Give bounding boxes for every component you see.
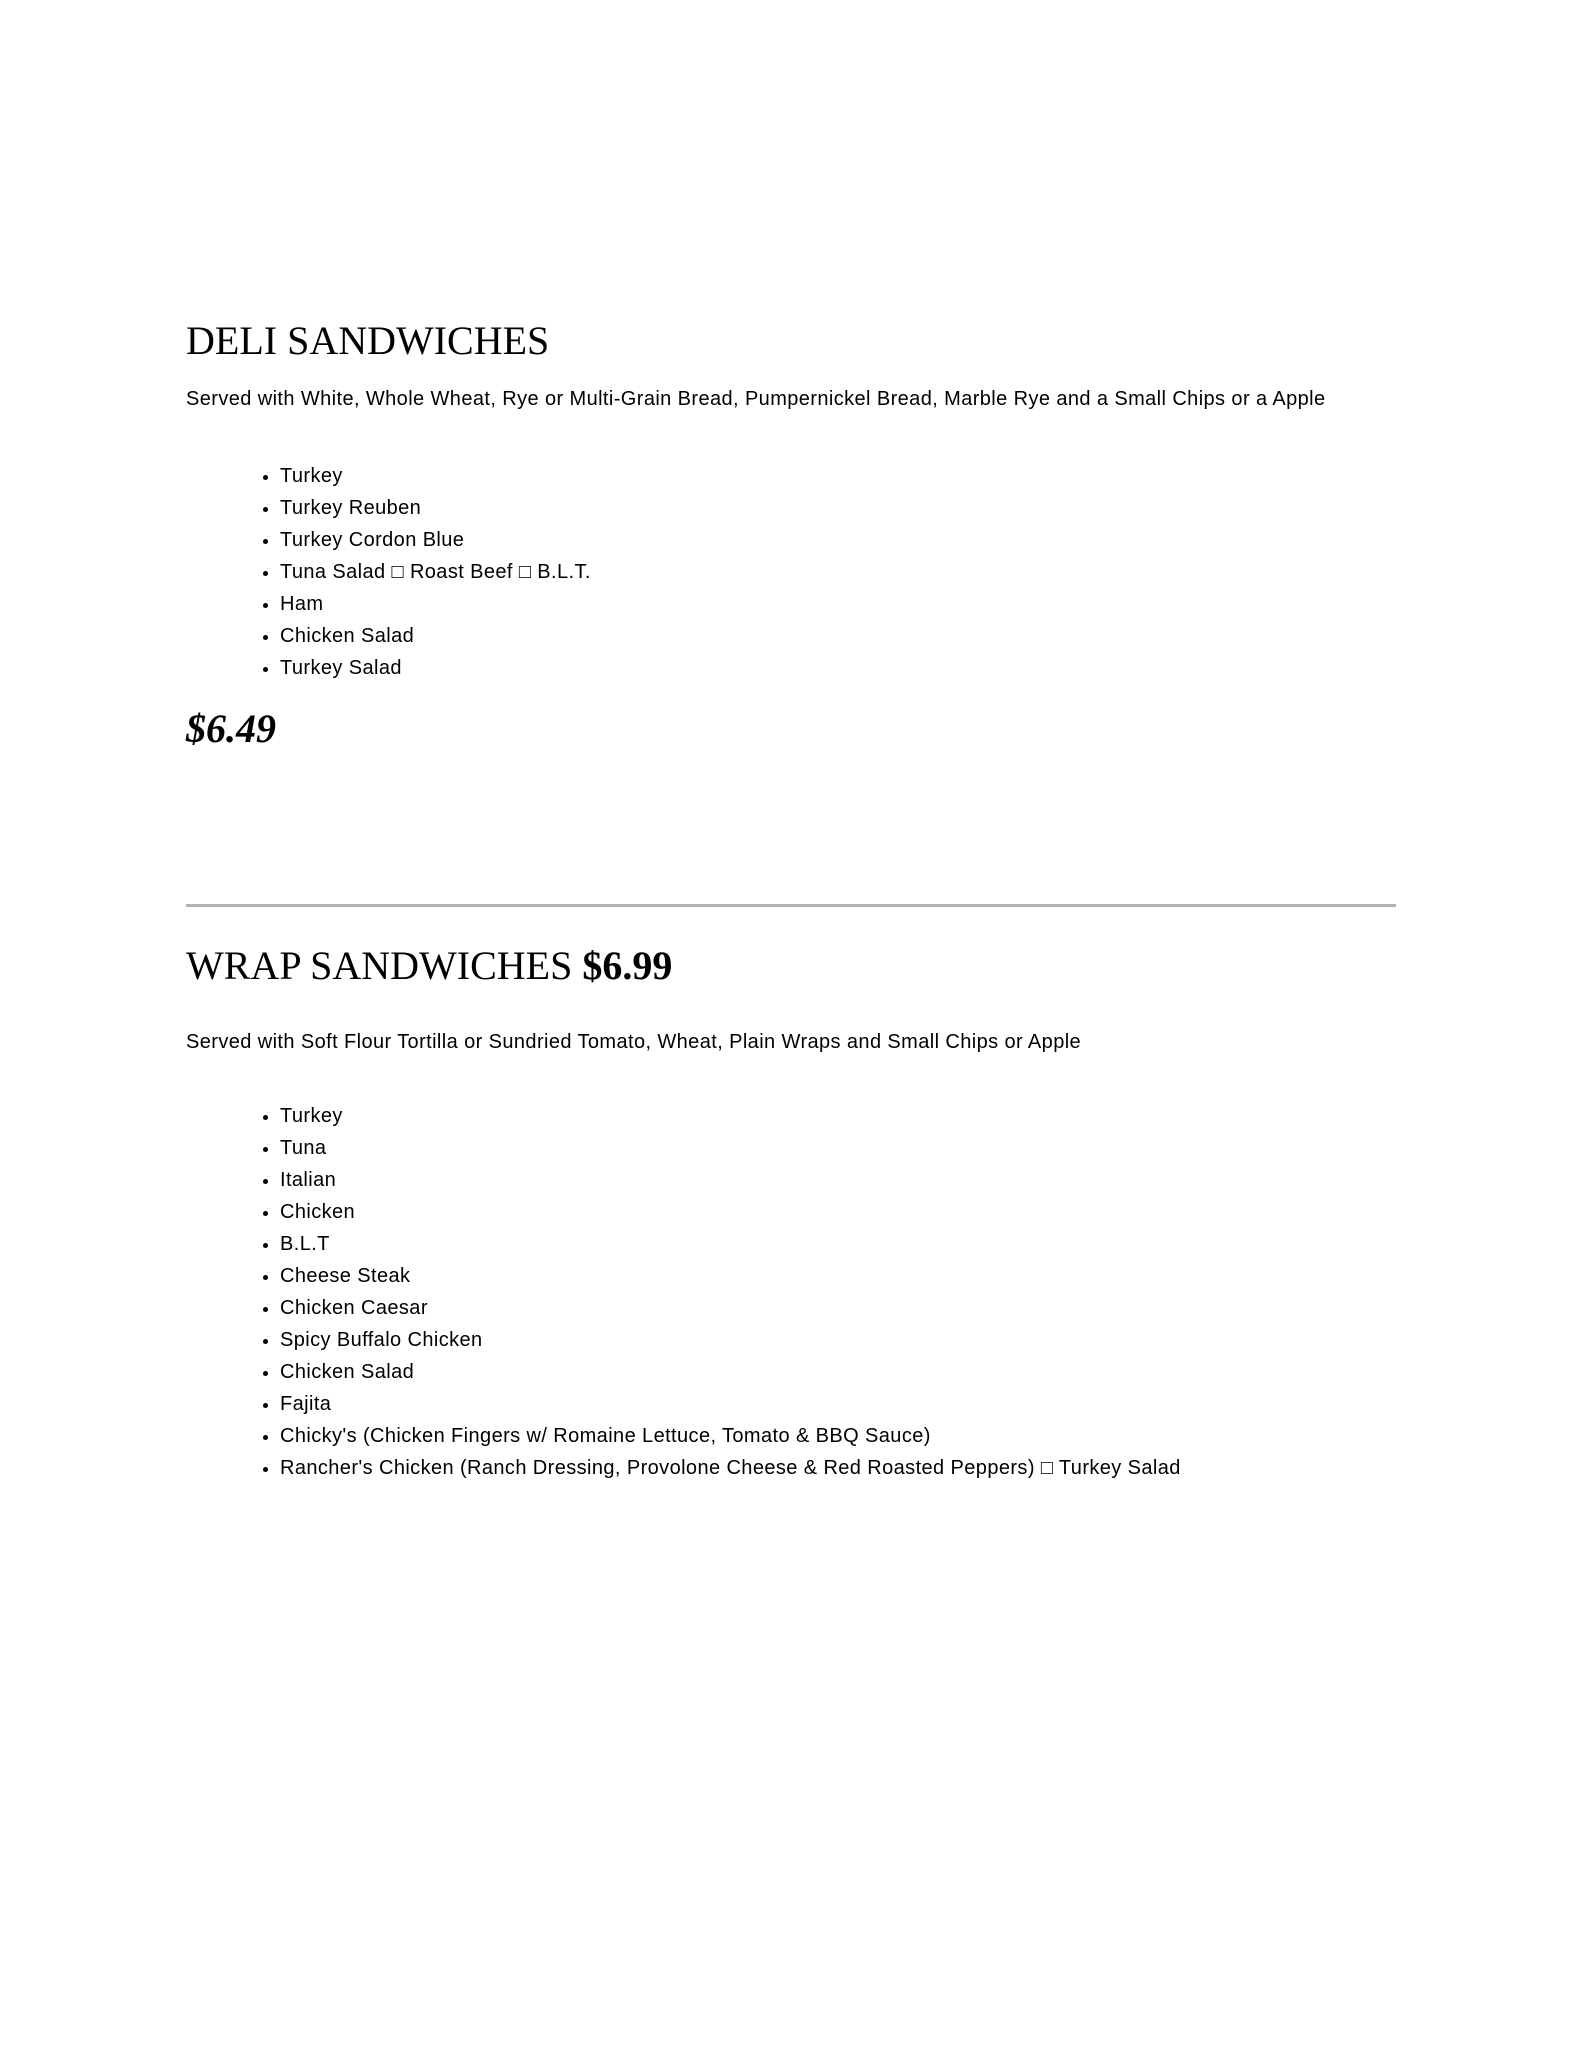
menu-content xyxy=(186,317,1396,1484)
wrap-section-description: Served with Soft Flour Tortilla or Sundried Tomato, Wheat, Plain Wraps and Small Chips or Apple xyxy=(186,1031,1082,1053)
menu-item: • B.L.T xyxy=(280,1228,1396,1260)
menu-item: • Turkey xyxy=(280,1100,1396,1132)
menu-item: • Italian xyxy=(280,1164,1396,1196)
wrap-sandwiches-section xyxy=(186,942,1396,1484)
section-divider xyxy=(186,904,1396,907)
menu-item: • Turkey Reuben xyxy=(280,492,1396,524)
menu-item: • Chicken Salad xyxy=(280,1356,1396,1388)
wrap-section-title-price: $6.99 xyxy=(582,943,673,988)
menu-item: • Tuna xyxy=(280,1132,1396,1164)
deli-section-description: Served with White, Whole Wheat, Rye or Multi-Grain Bread, Pumpernickel Bread, Marble Rye and a Small Chips or a Apple xyxy=(186,388,1326,410)
menu-item: • Spicy Buffalo Chicken xyxy=(280,1324,1396,1356)
menu-item: • Turkey Cordon Blue xyxy=(280,524,1396,556)
menu-item: • Ham xyxy=(280,588,1396,620)
wrap-section-title xyxy=(186,942,1396,990)
wrap-menu-items-list xyxy=(186,1100,1396,1484)
menu-item: • Turkey xyxy=(280,460,1396,492)
wrap-section-title-text: WRAP SANDWICHES xyxy=(186,943,573,988)
deli-section-title: DELI SANDWICHES xyxy=(186,318,550,363)
deli-menu-items-list xyxy=(186,460,1396,684)
menu-item: • Fajita xyxy=(280,1388,1396,1420)
deli-sandwiches-section xyxy=(186,317,1396,753)
menu-item: • Rancher's Chicken (Ranch Dressing, Provolone Cheese & Red Roasted Peppers) □ Turkey Salad xyxy=(280,1452,1396,1484)
menu-item: • Turkey Salad xyxy=(280,652,1396,684)
menu-item: • Chicken xyxy=(280,1196,1396,1228)
menu-item: • Tuna Salad □ Roast Beef □ B.L.T. xyxy=(280,556,1396,588)
menu-item: • Chicken Salad xyxy=(280,620,1396,652)
menu-item: • Chicky's (Chicken Fingers w/ Romaine Lettuce, Tomato & BBQ Sauce) xyxy=(280,1420,1396,1452)
menu-item: • Chicken Caesar xyxy=(280,1292,1396,1324)
menu-item: • Cheese Steak xyxy=(280,1260,1396,1292)
deli-section-price: $6.49 xyxy=(186,706,276,751)
